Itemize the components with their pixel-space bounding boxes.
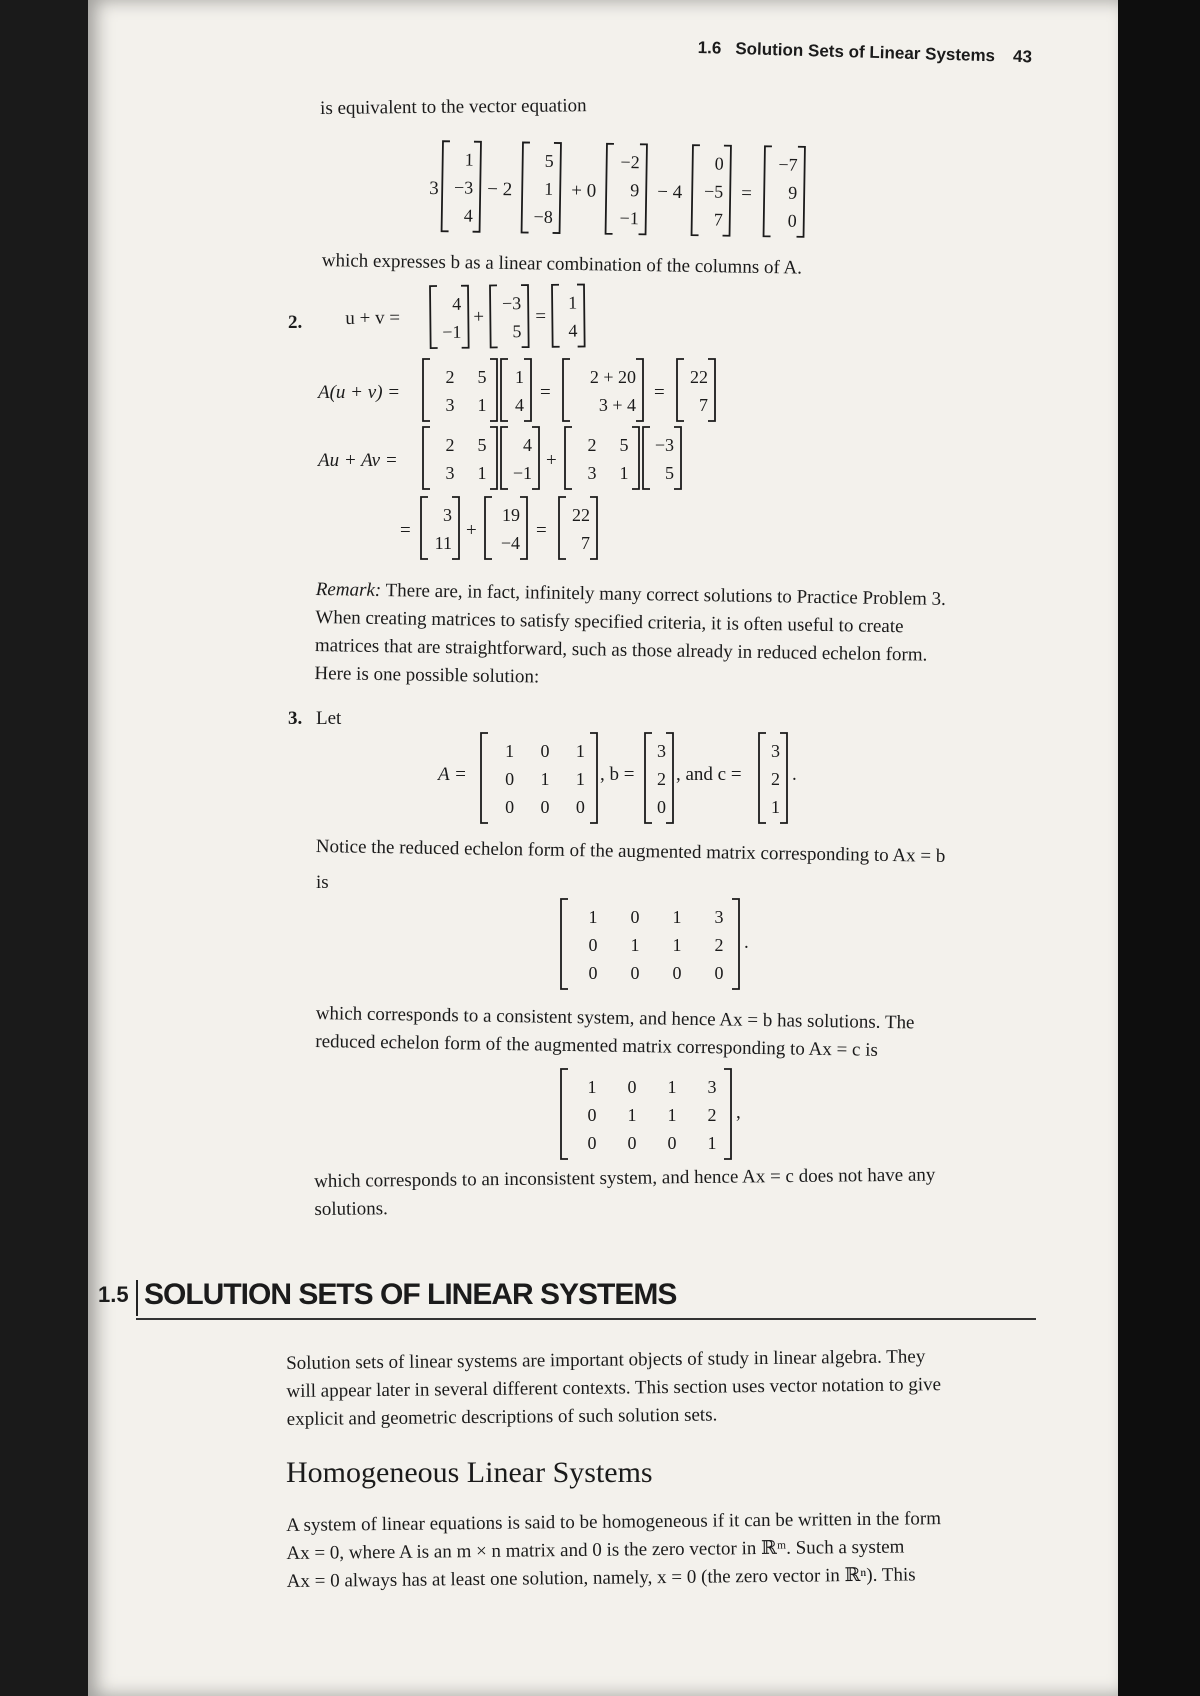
matrix-entry: 9 — [630, 180, 640, 201]
matrix-entry: 0 — [714, 153, 724, 174]
matrix-svg — [480, 732, 598, 824]
equals-2: = — [540, 382, 551, 403]
matrix-entry: 1 — [515, 367, 524, 387]
equals: = — [741, 182, 753, 205]
vector-Av — [484, 496, 528, 565]
vector-2 — [520, 141, 562, 239]
matrix-A — [480, 732, 598, 829]
section-intro-line-1: Solution sets of linear systems are important objects of study in linear algebra. They — [286, 1346, 926, 1374]
right-bracket — [708, 359, 715, 421]
matrix-entry: 5 — [619, 435, 629, 455]
left-bracket — [501, 359, 508, 421]
plus-2: + — [546, 450, 557, 471]
left-bracket — [643, 427, 650, 489]
matrix-svg — [551, 283, 586, 347]
op-2: − 2 — [487, 178, 513, 201]
matrix-entry: 4 — [463, 205, 473, 226]
matrix-entry: 1 — [540, 769, 550, 789]
right-bracket — [490, 427, 497, 489]
left-bracket — [423, 427, 430, 489]
left-bracket — [421, 497, 428, 559]
u-plus-v-label: u + v = — [345, 307, 401, 329]
vector-b — [644, 732, 674, 829]
matrix-svg — [500, 426, 540, 490]
A-u-plus-v-label: A(u + v) = — [318, 382, 401, 403]
item-3-label: 3. — [288, 708, 303, 729]
rhs-vector — [762, 145, 806, 243]
matrix-rref-b — [560, 898, 740, 995]
matrix-entry: 3 — [587, 463, 597, 483]
matrix-entry: 0 — [575, 797, 585, 817]
eq1-caption: which expresses b as a linear combination of the columns of A. — [321, 250, 803, 279]
matrix-entry: 1 — [771, 797, 780, 817]
vector-4 — [690, 144, 732, 242]
matrix-entry: −5 — [703, 181, 724, 202]
matrix-entry: 2 — [707, 1105, 717, 1125]
remark-line-3: matrices that are straightforward, such as those already in reduced echelon form. — [314, 634, 928, 666]
matrix-entry: −2 — [620, 151, 640, 173]
item3-definitions — [438, 732, 858, 822]
vector-v-2 — [642, 426, 682, 495]
matrix-entry: 1 — [627, 1105, 637, 1125]
right-bracket — [797, 147, 805, 237]
augmented-matrix-c — [560, 1068, 760, 1158]
matrix-entry: 0 — [540, 741, 550, 761]
equals-1: = — [535, 305, 547, 328]
right-bracket — [732, 899, 739, 989]
matrix-svg — [758, 732, 788, 824]
right-bracket — [780, 733, 787, 823]
left-bracket — [692, 145, 700, 235]
vector-result-1 — [676, 358, 716, 427]
matrix-entry: −3 — [501, 293, 522, 314]
matrix-A-1 — [422, 358, 498, 427]
matrix-svg — [676, 358, 716, 422]
matrix-entry: 5 — [477, 435, 487, 455]
matrix-entry: 1 — [630, 935, 640, 955]
matrix-entry: 1 — [568, 292, 578, 313]
matrix-entry: 0 — [672, 963, 682, 983]
matrix-entry: 1 — [575, 769, 585, 789]
left-bracket — [423, 359, 430, 421]
c-label: , and c = — [676, 764, 742, 785]
matrix-svg — [489, 284, 530, 348]
matrix-svg — [644, 732, 674, 824]
matrix-svg — [560, 898, 740, 990]
matrix-entry: −1 — [442, 321, 462, 342]
matrix-entry: 0 — [630, 907, 640, 927]
matrix-svg — [558, 496, 598, 560]
section-intro — [286, 1342, 1047, 1434]
period-1: . — [792, 764, 797, 785]
left-bracket — [561, 899, 568, 989]
matrix-entry: 1 — [672, 907, 682, 927]
matrix-svg — [441, 140, 482, 233]
matrix-svg — [605, 143, 648, 236]
section-intro-line-3: explicit and geometric descriptions of such solution sets. — [286, 1404, 718, 1430]
matrix-entry: 1 — [505, 741, 515, 761]
equals-4: = — [400, 520, 411, 541]
matrix-entry: −8 — [533, 206, 553, 227]
left-bracket — [552, 285, 560, 347]
running-head-title: Solution Sets of Linear Systems — [735, 39, 996, 66]
matrix-entry: −1 — [619, 207, 639, 229]
matrix-entry: 4 — [568, 320, 578, 341]
right-bracket — [490, 359, 497, 421]
vector-equation — [428, 140, 950, 248]
left-bracket — [522, 142, 530, 232]
right-bracket — [461, 286, 469, 348]
op-4: − 4 — [657, 181, 683, 203]
left-bracket — [759, 733, 766, 823]
matrix-entry: 0 — [787, 210, 797, 231]
matrix-entry: 0 — [627, 1077, 637, 1097]
inconsistent-line-1: which corresponds to an inconsistent system, and hence Ax = c does not have any — [314, 1164, 936, 1192]
subsection-title: Homogeneous Linear Systems — [286, 1456, 653, 1489]
remark-line-2: When creating matrices to satisfy specified criteria, it is often useful to create — [315, 606, 904, 638]
vector-computation — [562, 358, 644, 427]
section-heading — [98, 1278, 1038, 1328]
notice-line-1: Notice the reduced echelon form of the augmented matrix corresponding to Ax = b — [315, 836, 946, 867]
consistent-paragraph — [315, 1000, 1036, 1067]
right-bracket — [524, 359, 531, 421]
right-bracket — [636, 359, 643, 421]
matrix-svg — [763, 145, 806, 238]
item2-line2 — [318, 358, 798, 432]
matrix-entry: 4 — [452, 293, 462, 314]
matrix-entry: −3 — [453, 177, 474, 198]
matrix-entry: 0 — [588, 935, 598, 955]
right-bracket — [723, 146, 731, 236]
matrix-entry: 19 — [502, 505, 520, 525]
homogeneous-line-1: A system of linear equations is said to be homogeneous if it can be written in the form — [286, 1508, 942, 1536]
inconsistent-paragraph — [314, 1160, 1045, 1224]
right-bracket — [590, 497, 597, 559]
left-bracket — [481, 733, 488, 823]
right-bracket — [521, 285, 529, 347]
matrix-svg — [521, 141, 562, 234]
comma-1: , — [736, 1102, 741, 1123]
matrix-entry: −4 — [500, 533, 520, 553]
left-bracket — [606, 144, 614, 234]
op-3: + 0 — [571, 180, 597, 202]
matrix-entry: 1 — [667, 1077, 677, 1097]
matrix-entry: 7 — [699, 395, 708, 415]
matrix-entry: 2 — [587, 435, 597, 455]
matrix-entry: 1 — [707, 1133, 717, 1153]
right-bracket — [674, 427, 681, 489]
section-title: SOLUTION SETS OF LINEAR SYSTEMS — [144, 1278, 677, 1311]
matrix-entry: 0 — [588, 963, 598, 983]
matrix-entry: 0 — [587, 1105, 597, 1125]
matrix-svg — [562, 358, 644, 422]
vector-c — [758, 732, 788, 829]
matrix-entry: 3 — [707, 1077, 717, 1097]
matrix-entry: 1 — [672, 935, 682, 955]
matrix-entry: 3 — [443, 505, 452, 525]
matrix-entry: 7 — [713, 209, 723, 230]
left-bracket — [501, 427, 508, 489]
left-bracket — [442, 141, 450, 231]
Au-plus-Av-label: Au + Av = — [318, 450, 398, 471]
matrix-entry: 11 — [434, 533, 452, 553]
right-bracket — [590, 733, 597, 823]
matrix-entry: 2 + 20 — [589, 367, 636, 387]
section-divider — [136, 1280, 138, 1316]
matrix-entry: 4 — [523, 435, 532, 455]
intro-line: is equivalent to the vector equation — [320, 95, 587, 119]
left-bracket — [561, 1069, 568, 1159]
remark-line-4: Here is one possible solution: — [314, 662, 540, 688]
item2-line4 — [400, 496, 720, 570]
matrix-svg — [422, 358, 498, 422]
right-bracket — [452, 497, 459, 559]
matrix-svg — [500, 358, 532, 422]
matrix-entry: 2 — [657, 769, 666, 789]
plus-3: + — [466, 520, 477, 541]
matrix-entry: 0 — [505, 797, 515, 817]
right-bracket — [666, 733, 673, 823]
homogeneous-paragraph — [286, 1504, 1047, 1596]
right-bracket — [520, 497, 527, 559]
scan-border — [1118, 0, 1200, 1696]
remark-paragraph — [314, 576, 1036, 699]
matrix-entry: 2 — [445, 435, 455, 455]
matrix-svg — [429, 285, 470, 349]
homogeneous-line-2: Ax = 0, where A is an m × n matrix and 0 is the zero vector in ℝᵐ. Such a system — [286, 1536, 905, 1564]
b-label: , b = — [600, 764, 635, 785]
vector-3 — [604, 143, 648, 241]
vector-sum — [551, 283, 586, 352]
A-label: A = — [438, 764, 467, 785]
matrix-entry: 2 — [714, 935, 724, 955]
right-bracket — [553, 143, 561, 233]
left-bracket — [565, 427, 572, 489]
vector-u-2 — [500, 426, 540, 495]
matrix-entry: 1 — [588, 907, 598, 927]
right-bracket — [632, 427, 639, 489]
matrix-entry: 1 — [619, 463, 629, 483]
matrix-entry: 1 — [544, 178, 554, 199]
matrix-entry: 2 — [445, 367, 455, 387]
matrix-entry: 9 — [788, 182, 798, 203]
matrix-A-3 — [564, 426, 640, 495]
matrix-entry: 0 — [627, 1133, 637, 1153]
matrix-entry: 0 — [657, 797, 666, 817]
left-bracket — [485, 497, 492, 559]
matrix-entry: 3 — [445, 395, 455, 415]
plus-1: + — [473, 306, 485, 328]
equals-3: = — [654, 382, 665, 403]
matrix-entry: 22 — [690, 367, 708, 387]
matrix-entry: 0 — [630, 963, 640, 983]
section-rule — [136, 1318, 1036, 1320]
matrix-entry: 7 — [581, 533, 590, 553]
matrix-entry: 4 — [515, 395, 524, 415]
matrix-rref-c — [560, 1068, 732, 1165]
period-2: . — [744, 932, 749, 953]
matrix-entry: 0 — [505, 769, 515, 789]
item-2-label: 2. — [288, 312, 303, 333]
matrix-svg — [484, 496, 528, 560]
matrix-entry: 5 — [665, 463, 674, 483]
matrix-entry: 0 — [714, 963, 724, 983]
running-head-section: 1.6 — [697, 38, 722, 58]
item2-line1 — [345, 282, 766, 366]
matrix-entry: 5 — [544, 150, 554, 171]
consistent-line-2: reduced echelon form of the augmented matrix corresponding to Ax = c is — [315, 1030, 879, 1061]
left-bracket — [559, 497, 566, 559]
matrix-entry: 3 + 4 — [598, 395, 636, 415]
matrix-entry: 5 — [512, 321, 522, 342]
inconsistent-line-2: solutions. — [314, 1198, 388, 1220]
left-bracket — [645, 733, 652, 823]
notice-line-2: is — [316, 872, 329, 893]
left-bracket — [764, 146, 772, 236]
matrix-A-2 — [422, 426, 498, 495]
matrix-entry: 3 — [771, 741, 780, 761]
right-bracket — [473, 142, 481, 232]
matrix-entry: 0 — [587, 1133, 597, 1153]
matrix-entry: 0 — [540, 797, 550, 817]
coef-1: 3 — [429, 177, 439, 200]
left-bracket — [563, 359, 570, 421]
vector-1 — [440, 140, 482, 238]
section-intro-line-2: will appear later in several different contexts. This section uses vector notation to give — [286, 1374, 942, 1402]
vector-u — [429, 285, 470, 354]
matrix-entry: 1 — [464, 149, 474, 170]
consistent-line-1: which corresponds to a consistent system, and hence Ax = b has solutions. The — [315, 1002, 915, 1034]
item2-line3 — [318, 426, 798, 500]
matrix-svg — [420, 496, 460, 560]
vector-result-2 — [558, 496, 598, 565]
page-number: 43 — [1012, 46, 1033, 67]
right-bracket — [577, 284, 585, 346]
matrix-entry: 5 — [477, 367, 487, 387]
left-bracket — [490, 285, 498, 347]
matrix-entry: 3 — [657, 741, 666, 761]
matrix-entry: 1 — [587, 1077, 597, 1097]
matrix-svg — [564, 426, 640, 490]
matrix-entry: 22 — [572, 505, 590, 525]
matrix-svg — [691, 144, 732, 237]
matrix-svg — [642, 426, 682, 490]
homogeneous-line-3: Ax = 0 always has at least one solution, namely, x = 0 (the zero vector in ℝⁿ). This — [286, 1564, 916, 1592]
let-word: Let — [316, 708, 342, 729]
matrix-entry: 1 — [667, 1105, 677, 1125]
remark-label: Remark: — [315, 578, 382, 602]
matrix-entry: 1 — [575, 741, 585, 761]
matrix-entry: 1 — [477, 395, 487, 415]
matrix-entry: 0 — [667, 1133, 677, 1153]
section-number: 1.5 — [98, 1282, 129, 1307]
matrix-entry: −3 — [654, 435, 674, 455]
vector-Au — [420, 496, 460, 565]
equals-5: = — [536, 520, 547, 541]
matrix-entry: 3 — [445, 463, 455, 483]
vector-u-plus-v — [500, 358, 532, 427]
matrix-entry: 1 — [477, 463, 487, 483]
matrix-entry: 3 — [714, 907, 724, 927]
vector-v — [489, 284, 530, 353]
right-bracket — [532, 427, 539, 489]
matrix-entry: −1 — [512, 463, 532, 483]
right-bracket — [724, 1069, 731, 1159]
augmented-matrix-b — [560, 898, 760, 988]
remark-text-1: There are, in fact, infinitely many correct solutions to Practice Problem 3. — [385, 580, 947, 610]
left-bracket — [677, 359, 684, 421]
left-bracket — [430, 286, 438, 348]
matrix-svg — [560, 1068, 732, 1160]
right-bracket — [639, 144, 647, 234]
matrix-entry: 2 — [771, 769, 780, 789]
matrix-entry: −7 — [778, 154, 798, 175]
matrix-svg — [422, 426, 498, 490]
